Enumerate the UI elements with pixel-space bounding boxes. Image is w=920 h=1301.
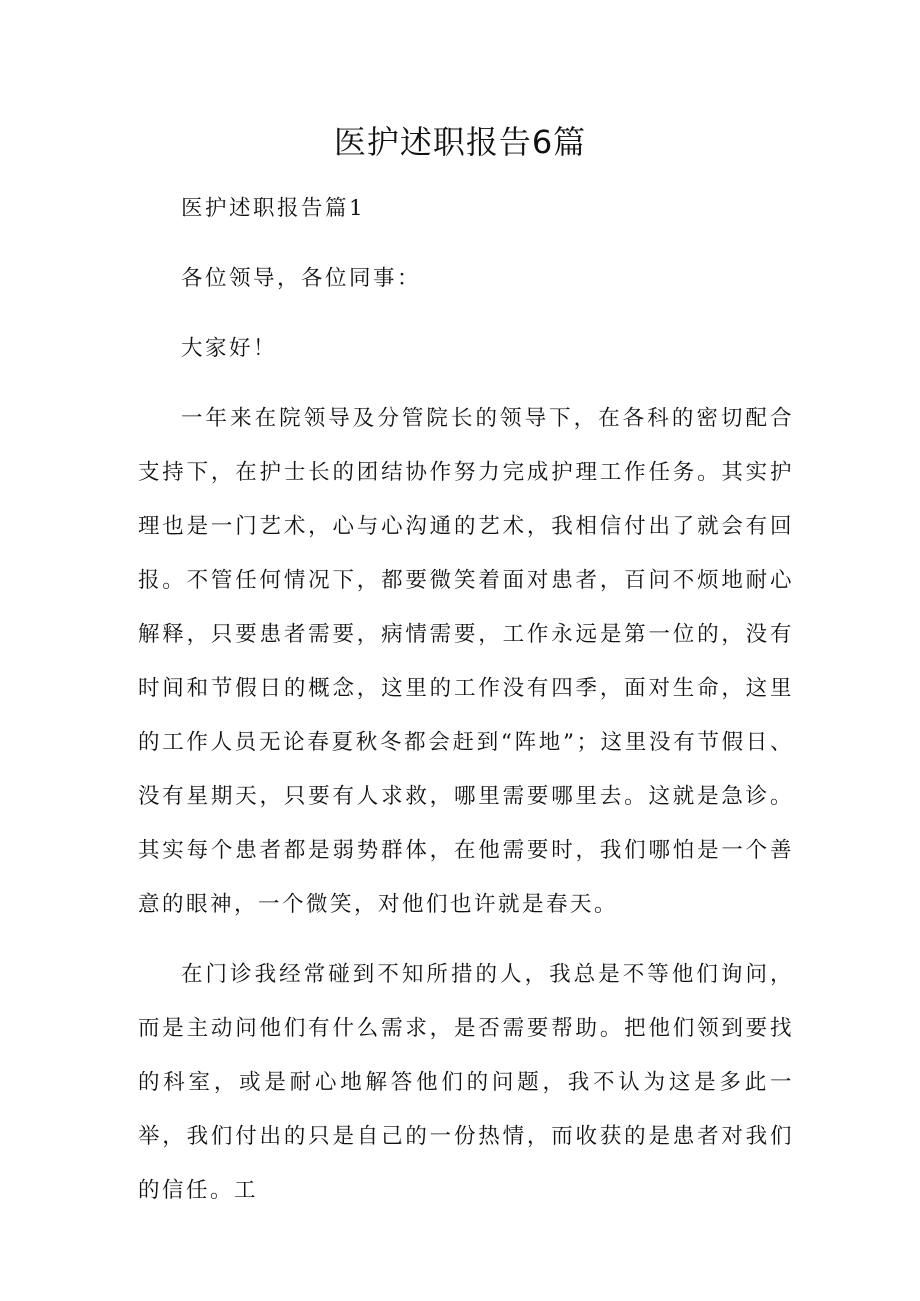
document-body [138, 182, 794, 1234]
paragraph-2: 在门诊我经常碰到不知所措的人，我总是不等他们询问，而是主动问他们有什么需求，是否需要帮助。把他们领到要找的科室，或是耐心地解答他们的问题，我不认为这是多此一举，我们付出的只是自己的一份热情，而收获的是患者对我们的信任。工 [138, 962, 794, 1203]
document-title: 医护述职报告6篇 [333, 123, 587, 161]
section-heading: 医护述职报告篇1 [181, 196, 366, 221]
paragraph-1: 一年来在院领导及分管院长的领导下，在各科的密切配合支持下，在护士长的团结协作努力完成护理工作任务。其实护理也是一门艺术，心与心沟通的艺术，我相信付出了就会有回报。不管任何情况下，都要微笑着面对患者，百问不烦地耐心解释，只要患者需要，病情需要，工作永远是第一位的，没有时间和节假日的概念，这里的工作没有四季，面对生命，这里的工作人员无论春夏秋冬都会赶到“阵地”；这里没有节假日、没有星期天，只要有人求救，哪里需要哪里去。这就是急诊。其实每个患者都是弱势群体，在他需要时，我们哪怕是一个善意的眼神，一个微笑，对他们也许就是春天。 [138, 406, 794, 917]
salutation: 各位领导，各位同事： [181, 266, 422, 291]
greeting: 大家好！ [181, 336, 278, 361]
